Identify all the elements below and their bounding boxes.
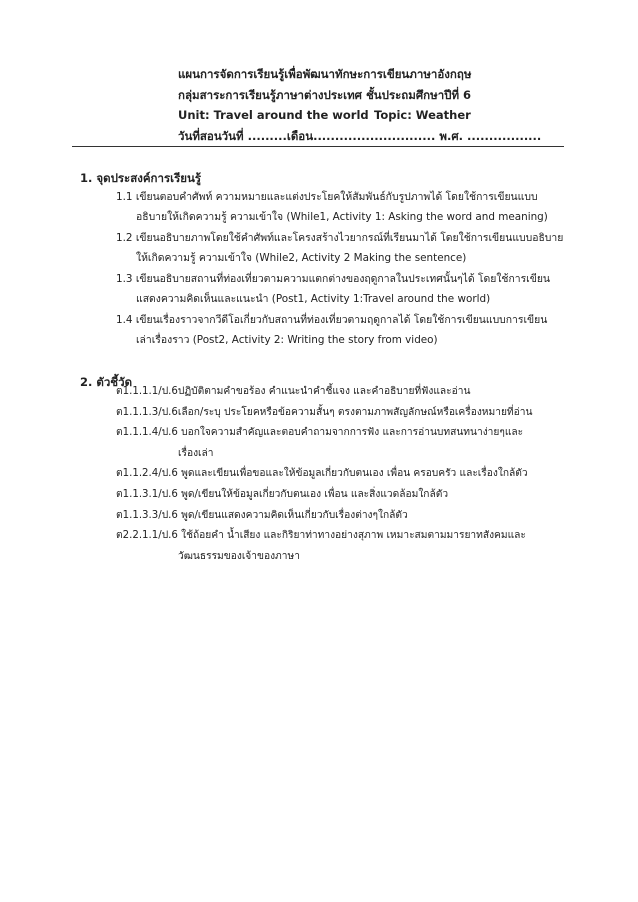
objective-line: 1.3 เขียนอธิบายสถานที่ท่องเที่ยวตามความแตกต่างของฤดูกาลในประเทศนั้นๆได้ โดยใช้การเขียน	[116, 273, 551, 285]
objective-line: 1.4 เขียนเรื่องราวจากวีดีโอเกี่ยวกับสถานที่ท่องเที่ยวตามฤดูกาลได้ โดยใช้การเขียนแบบการเขียน	[116, 314, 548, 326]
header-date-line: วันที่สอนวันที่ .........เดือน............................ พ.ศ. .................	[178, 128, 542, 143]
indicator-item: ต1.1.1.3/ป.6เลือก/ระบุ ประโยคหรือข้อความสั้นๆ ตรงตามภาพสัญลักษณ์หรือเครื่องหมายที่อ่าน	[116, 406, 533, 418]
objective-item	[116, 310, 566, 351]
header-divider	[72, 146, 564, 147]
objective-item	[116, 187, 566, 228]
header-unit: Unit: Travel around the world	[178, 108, 369, 122]
header-unit-topic-row	[178, 105, 478, 126]
indicator-item: ต1.1.3.3/ป.6 พูด/เขียนแสดงความคิดเห็นเกี่ยวกับเรื่องต่างๆใกล้ตัว	[116, 509, 408, 521]
objective-line: 1.2 เขียนอธิบายภาพโดยใช้คำศัพท์และโครงสร้างไวยากรณ์ที่เรียนมาได้ โดยใช้การเขียนแบบอธิบาย	[116, 232, 564, 244]
objectives-title: 1. จุดประสงค์การเรียนรู้	[80, 171, 202, 185]
header-title: แผนการจัดการเรียนรู้เพื่อพัฒนาทักษะการเขียนภาษาอังกฤษ	[178, 67, 472, 81]
indicator-item-continued: วัฒนธรรมของเจ้าของภาษา	[178, 550, 300, 562]
objective-line: ให้เกิดความรู้ ความเข้าใจ (While2, Activity 2 Making the sentence)	[136, 252, 467, 265]
indicator-item-continued: เรื่องเล่า	[178, 447, 214, 459]
indicator-list	[116, 382, 566, 567]
objective-item	[116, 269, 566, 310]
indicator-item: ต1.1.1.4/ป.6 บอกใจความสำคัญและตอบคำถามจากการฟัง และการอ่านบทสนทนาง่ายๆและ	[116, 427, 524, 439]
objective-line: 1.1 เขียนตอบคำศัพท์ ความหมายและแต่งประโยคให้สัมพันธ์กับรูปภาพได้ โดยใช้การเขียนแบบ	[116, 191, 538, 203]
objective-item	[116, 228, 566, 269]
indicator-item: ต1.1.1.1/ป.6ปฏิบัติตามคำขอร้อง คำแนะนำคำชี้แจง และคำอธิบายที่ฟังและอ่าน	[116, 386, 471, 397]
indicators-title: 2. ตัวชี้วัด	[80, 375, 133, 389]
lesson-plan-header	[178, 64, 542, 146]
indicator-item: ต1.1.2.4/ป.6 พูดและเขียนเพื่อขอและให้ข้อมูลเกี่ยวกับตนเอง เพื่อน ครอบครัว และเรื่องใกล้ตัว	[116, 468, 528, 480]
objective-line: อธิบายให้เกิดความรู้ ความเข้าใจ (While1, Activity 1: Asking the word and meaning)	[136, 211, 548, 224]
indicator-item: ต1.1.3.1/ป.6 พูด/เขียนให้ข้อมูลเกี่ยวกับตนเอง เพื่อน และสิ่งแวดล้อมใกล้ตัว	[116, 488, 449, 500]
indicator-item: ต2.2.1.1/ป.6 ใช้ถ้อยคำ น้ำเสียง และกิริยาท่าทางอย่างสุภาพ เหมาะสมตามมารยาทสังคมและ	[116, 530, 526, 542]
objective-line: แสดงความคิดเห็นและแนะนำ (Post1, Activity 1:Travel around the world)	[136, 293, 491, 306]
header-subject-group: กลุ่มสาระการเรียนรู้ภาษาต่างประเทศ ชั้นประถมศึกษาปีที่ 6	[178, 87, 472, 102]
header-topic: Topic: Weather	[374, 108, 471, 122]
objective-line: เล่าเรื่องราว (Post2, Activity 2: Writing the story from video)	[136, 334, 438, 347]
